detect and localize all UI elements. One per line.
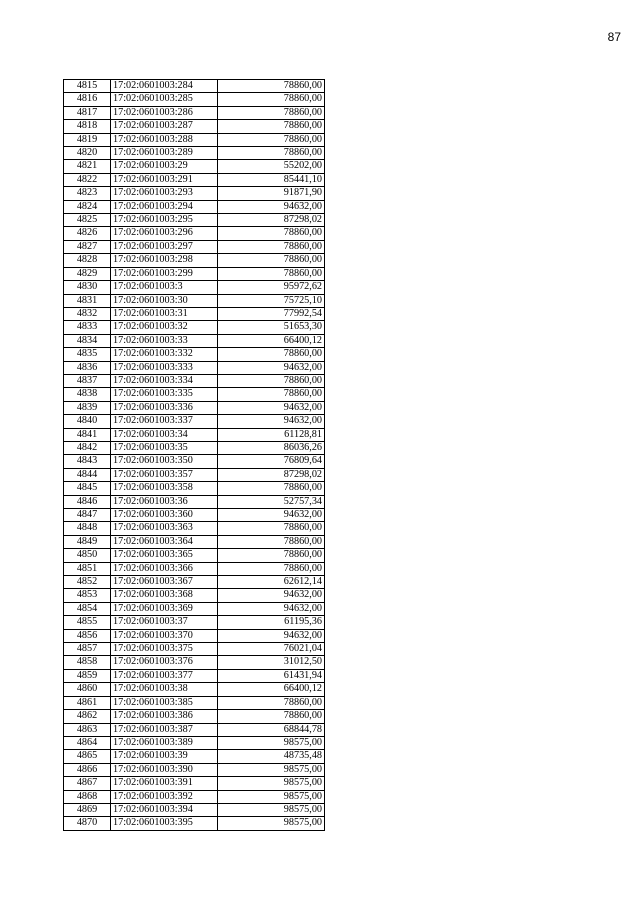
cadastral-number-cell: 17:02:0601003:38 bbox=[111, 683, 218, 696]
cadastral-number-cell: 17:02:0601003:395 bbox=[111, 817, 218, 830]
table-row bbox=[64, 803, 325, 816]
cadastral-number-cell: 17:02:0601003:288 bbox=[111, 133, 218, 146]
cadastral-value-cell: 55202,00 bbox=[218, 160, 325, 173]
cadastral-number-cell: 17:02:0601003:358 bbox=[111, 482, 218, 495]
cadastral-number-cell: 17:02:0601003:376 bbox=[111, 656, 218, 669]
row-number-cell: 4822 bbox=[64, 173, 111, 186]
cadastral-number-cell: 17:02:0601003:357 bbox=[111, 468, 218, 481]
cadastral-value-cell: 78860,00 bbox=[218, 348, 325, 361]
table-row bbox=[64, 441, 325, 454]
row-number-cell: 4856 bbox=[64, 629, 111, 642]
table-row bbox=[64, 80, 325, 93]
cadastral-value-cell: 98575,00 bbox=[218, 803, 325, 816]
cadastral-number-cell: 17:02:0601003:386 bbox=[111, 710, 218, 723]
cadastral-number-cell: 17:02:0601003:375 bbox=[111, 643, 218, 656]
cadastral-number-cell: 17:02:0601003:335 bbox=[111, 388, 218, 401]
row-number-cell: 4833 bbox=[64, 321, 111, 334]
cadastral-number-cell: 17:02:0601003:390 bbox=[111, 763, 218, 776]
row-number-cell: 4857 bbox=[64, 643, 111, 656]
cadastral-value-cell: 78860,00 bbox=[218, 240, 325, 253]
table-row bbox=[64, 482, 325, 495]
cadastral-value-cell: 52757,34 bbox=[218, 495, 325, 508]
table-row bbox=[64, 361, 325, 374]
cadastral-number-cell: 17:02:0601003:33 bbox=[111, 334, 218, 347]
table-row bbox=[64, 696, 325, 709]
table-row bbox=[64, 294, 325, 307]
cadastral-number-cell: 17:02:0601003:34 bbox=[111, 428, 218, 441]
row-number-cell: 4835 bbox=[64, 348, 111, 361]
table-row bbox=[64, 227, 325, 240]
row-number-cell: 4821 bbox=[64, 160, 111, 173]
row-number-cell: 4839 bbox=[64, 401, 111, 414]
cadastral-value-cell: 78860,00 bbox=[218, 120, 325, 133]
row-number-cell: 4864 bbox=[64, 736, 111, 749]
table-row bbox=[64, 669, 325, 682]
row-number-cell: 4818 bbox=[64, 120, 111, 133]
cadastral-value-cell: 78860,00 bbox=[218, 482, 325, 495]
table-row bbox=[64, 643, 325, 656]
table-row bbox=[64, 656, 325, 669]
cadastral-number-cell: 17:02:0601003:367 bbox=[111, 576, 218, 589]
table-row bbox=[64, 106, 325, 119]
cadastral-number-cell: 17:02:0601003:387 bbox=[111, 723, 218, 736]
cadastral-value-cell: 78860,00 bbox=[218, 696, 325, 709]
cadastral-number-cell: 17:02:0601003:365 bbox=[111, 549, 218, 562]
table-row bbox=[64, 683, 325, 696]
table-row bbox=[64, 415, 325, 428]
table-row bbox=[64, 629, 325, 642]
cadastral-number-cell: 17:02:0601003:287 bbox=[111, 120, 218, 133]
cadastral-value-cell: 78860,00 bbox=[218, 374, 325, 387]
cadastral-value-cell: 61431,94 bbox=[218, 669, 325, 682]
row-number-cell: 4847 bbox=[64, 509, 111, 522]
cadastral-number-cell: 17:02:0601003:3 bbox=[111, 281, 218, 294]
cadastral-value-cell: 61195,36 bbox=[218, 616, 325, 629]
row-number-cell: 4831 bbox=[64, 294, 111, 307]
cadastral-number-cell: 17:02:0601003:389 bbox=[111, 736, 218, 749]
cadastral-value-table bbox=[63, 79, 325, 831]
cadastral-value-cell: 87298,02 bbox=[218, 468, 325, 481]
row-number-cell: 4854 bbox=[64, 602, 111, 615]
table-row bbox=[64, 281, 325, 294]
cadastral-value-cell: 78860,00 bbox=[218, 106, 325, 119]
row-number-cell: 4848 bbox=[64, 522, 111, 535]
page-number: 87 bbox=[607, 30, 621, 44]
cadastral-value-cell: 76809,64 bbox=[218, 455, 325, 468]
table-row bbox=[64, 120, 325, 133]
row-number-cell: 4843 bbox=[64, 455, 111, 468]
row-number-cell: 4823 bbox=[64, 187, 111, 200]
cadastral-number-cell: 17:02:0601003:285 bbox=[111, 93, 218, 106]
table-row bbox=[64, 455, 325, 468]
table-row bbox=[64, 93, 325, 106]
cadastral-value-cell: 62612,14 bbox=[218, 576, 325, 589]
row-number-cell: 4844 bbox=[64, 468, 111, 481]
row-number-cell: 4820 bbox=[64, 147, 111, 160]
row-number-cell: 4855 bbox=[64, 616, 111, 629]
cadastral-number-cell: 17:02:0601003:35 bbox=[111, 441, 218, 454]
table-row bbox=[64, 522, 325, 535]
cadastral-number-cell: 17:02:0601003:299 bbox=[111, 267, 218, 280]
cadastral-value-cell: 78860,00 bbox=[218, 93, 325, 106]
row-number-cell: 4870 bbox=[64, 817, 111, 830]
table-row bbox=[64, 562, 325, 575]
cadastral-value-cell: 98575,00 bbox=[218, 777, 325, 790]
row-number-cell: 4841 bbox=[64, 428, 111, 441]
row-number-cell: 4845 bbox=[64, 482, 111, 495]
row-number-cell: 4850 bbox=[64, 549, 111, 562]
cadastral-value-cell: 94632,00 bbox=[218, 415, 325, 428]
cadastral-value-cell: 68844,78 bbox=[218, 723, 325, 736]
cadastral-number-cell: 17:02:0601003:286 bbox=[111, 106, 218, 119]
table-row bbox=[64, 535, 325, 548]
table-row bbox=[64, 240, 325, 253]
cadastral-value-cell: 78860,00 bbox=[218, 254, 325, 267]
row-number-cell: 4869 bbox=[64, 803, 111, 816]
table-row bbox=[64, 160, 325, 173]
row-number-cell: 4865 bbox=[64, 750, 111, 763]
cadastral-number-cell: 17:02:0601003:350 bbox=[111, 455, 218, 468]
table-row bbox=[64, 200, 325, 213]
cadastral-number-cell: 17:02:0601003:31 bbox=[111, 307, 218, 320]
cadastral-value-cell: 91871,90 bbox=[218, 187, 325, 200]
row-number-cell: 4829 bbox=[64, 267, 111, 280]
row-number-cell: 4853 bbox=[64, 589, 111, 602]
cadastral-value-cell: 94632,00 bbox=[218, 602, 325, 615]
cadastral-value-cell: 78860,00 bbox=[218, 227, 325, 240]
table-row bbox=[64, 777, 325, 790]
table-row bbox=[64, 576, 325, 589]
table-row bbox=[64, 509, 325, 522]
cadastral-value-cell: 66400,12 bbox=[218, 683, 325, 696]
cadastral-value-cell: 76021,04 bbox=[218, 643, 325, 656]
table-row bbox=[64, 388, 325, 401]
cadastral-number-cell: 17:02:0601003:377 bbox=[111, 669, 218, 682]
cadastral-value-cell: 78860,00 bbox=[218, 80, 325, 93]
cadastral-number-cell: 17:02:0601003:297 bbox=[111, 240, 218, 253]
row-number-cell: 4815 bbox=[64, 80, 111, 93]
row-number-cell: 4828 bbox=[64, 254, 111, 267]
cadastral-value-cell: 78860,00 bbox=[218, 267, 325, 280]
cadastral-value-cell: 78860,00 bbox=[218, 710, 325, 723]
cadastral-value-cell: 94632,00 bbox=[218, 401, 325, 414]
table-row bbox=[64, 267, 325, 280]
cadastral-value-cell: 48735,48 bbox=[218, 750, 325, 763]
cadastral-number-cell: 17:02:0601003:294 bbox=[111, 200, 218, 213]
table-row bbox=[64, 710, 325, 723]
cadastral-number-cell: 17:02:0601003:289 bbox=[111, 147, 218, 160]
cadastral-number-cell: 17:02:0601003:39 bbox=[111, 750, 218, 763]
cadastral-number-cell: 17:02:0601003:391 bbox=[111, 777, 218, 790]
table-row bbox=[64, 147, 325, 160]
cadastral-number-cell: 17:02:0601003:293 bbox=[111, 187, 218, 200]
cadastral-value-cell: 31012,50 bbox=[218, 656, 325, 669]
row-number-cell: 4838 bbox=[64, 388, 111, 401]
table-row bbox=[64, 214, 325, 227]
row-number-cell: 4851 bbox=[64, 562, 111, 575]
cadastral-value-cell: 98575,00 bbox=[218, 817, 325, 830]
row-number-cell: 4858 bbox=[64, 656, 111, 669]
row-number-cell: 4817 bbox=[64, 106, 111, 119]
cadastral-number-cell: 17:02:0601003:363 bbox=[111, 522, 218, 535]
cadastral-number-cell: 17:02:0601003:29 bbox=[111, 160, 218, 173]
table-row bbox=[64, 321, 325, 334]
cadastral-value-cell: 78860,00 bbox=[218, 535, 325, 548]
row-number-cell: 4825 bbox=[64, 214, 111, 227]
cadastral-value-cell: 94632,00 bbox=[218, 629, 325, 642]
table-row bbox=[64, 187, 325, 200]
cadastral-number-cell: 17:02:0601003:364 bbox=[111, 535, 218, 548]
cadastral-value-cell: 66400,12 bbox=[218, 334, 325, 347]
cadastral-number-cell: 17:02:0601003:332 bbox=[111, 348, 218, 361]
row-number-cell: 4837 bbox=[64, 374, 111, 387]
cadastral-number-cell: 17:02:0601003:30 bbox=[111, 294, 218, 307]
cadastral-number-cell: 17:02:0601003:394 bbox=[111, 803, 218, 816]
cadastral-number-cell: 17:02:0601003:36 bbox=[111, 495, 218, 508]
row-number-cell: 4862 bbox=[64, 710, 111, 723]
row-number-cell: 4816 bbox=[64, 93, 111, 106]
table-row bbox=[64, 549, 325, 562]
cadastral-number-cell: 17:02:0601003:295 bbox=[111, 214, 218, 227]
cadastral-value-cell: 75725,10 bbox=[218, 294, 325, 307]
row-number-cell: 4849 bbox=[64, 535, 111, 548]
table-row bbox=[64, 790, 325, 803]
row-number-cell: 4836 bbox=[64, 361, 111, 374]
row-number-cell: 4830 bbox=[64, 281, 111, 294]
cadastral-value-cell: 95972,62 bbox=[218, 281, 325, 294]
table-row bbox=[64, 723, 325, 736]
cadastral-value-cell: 94632,00 bbox=[218, 200, 325, 213]
cadastral-value-cell: 78860,00 bbox=[218, 133, 325, 146]
row-number-cell: 4860 bbox=[64, 683, 111, 696]
cadastral-number-cell: 17:02:0601003:370 bbox=[111, 629, 218, 642]
cadastral-value-cell: 78860,00 bbox=[218, 388, 325, 401]
row-number-cell: 4832 bbox=[64, 307, 111, 320]
table-body bbox=[64, 80, 325, 831]
cadastral-value-cell: 85441,10 bbox=[218, 173, 325, 186]
row-number-cell: 4819 bbox=[64, 133, 111, 146]
cadastral-number-cell: 17:02:0601003:37 bbox=[111, 616, 218, 629]
row-number-cell: 4842 bbox=[64, 441, 111, 454]
row-number-cell: 4866 bbox=[64, 763, 111, 776]
cadastral-value-cell: 94632,00 bbox=[218, 361, 325, 374]
cadastral-value-cell: 51653,30 bbox=[218, 321, 325, 334]
row-number-cell: 4846 bbox=[64, 495, 111, 508]
cadastral-number-cell: 17:02:0601003:337 bbox=[111, 415, 218, 428]
row-number-cell: 4861 bbox=[64, 696, 111, 709]
cadastral-number-cell: 17:02:0601003:284 bbox=[111, 80, 218, 93]
table-row bbox=[64, 763, 325, 776]
table-row bbox=[64, 254, 325, 267]
cadastral-number-cell: 17:02:0601003:32 bbox=[111, 321, 218, 334]
row-number-cell: 4867 bbox=[64, 777, 111, 790]
cadastral-value-cell: 98575,00 bbox=[218, 763, 325, 776]
cadastral-number-cell: 17:02:0601003:366 bbox=[111, 562, 218, 575]
row-number-cell: 4852 bbox=[64, 576, 111, 589]
row-number-cell: 4863 bbox=[64, 723, 111, 736]
cadastral-number-cell: 17:02:0601003:298 bbox=[111, 254, 218, 267]
table-row bbox=[64, 374, 325, 387]
table-row bbox=[64, 133, 325, 146]
cadastral-value-cell: 94632,00 bbox=[218, 589, 325, 602]
table-row bbox=[64, 750, 325, 763]
table-row bbox=[64, 817, 325, 830]
cadastral-number-cell: 17:02:0601003:336 bbox=[111, 401, 218, 414]
row-number-cell: 4824 bbox=[64, 200, 111, 213]
cadastral-number-cell: 17:02:0601003:296 bbox=[111, 227, 218, 240]
cadastral-number-cell: 17:02:0601003:392 bbox=[111, 790, 218, 803]
cadastral-value-cell: 61128,81 bbox=[218, 428, 325, 441]
cadastral-number-cell: 17:02:0601003:360 bbox=[111, 509, 218, 522]
cadastral-value-cell: 98575,00 bbox=[218, 736, 325, 749]
table-row bbox=[64, 495, 325, 508]
table-row bbox=[64, 428, 325, 441]
cadastral-value-cell: 94632,00 bbox=[218, 509, 325, 522]
table-row bbox=[64, 589, 325, 602]
table-row bbox=[64, 173, 325, 186]
cadastral-number-cell: 17:02:0601003:333 bbox=[111, 361, 218, 374]
cadastral-value-cell: 78860,00 bbox=[218, 549, 325, 562]
cadastral-value-cell: 78860,00 bbox=[218, 562, 325, 575]
table-row bbox=[64, 468, 325, 481]
row-number-cell: 4827 bbox=[64, 240, 111, 253]
row-number-cell: 4840 bbox=[64, 415, 111, 428]
table-row bbox=[64, 307, 325, 320]
row-number-cell: 4834 bbox=[64, 334, 111, 347]
row-number-cell: 4859 bbox=[64, 669, 111, 682]
cadastral-number-cell: 17:02:0601003:334 bbox=[111, 374, 218, 387]
cadastral-value-cell: 77992,54 bbox=[218, 307, 325, 320]
cadastral-value-cell: 87298,02 bbox=[218, 214, 325, 227]
cadastral-number-cell: 17:02:0601003:385 bbox=[111, 696, 218, 709]
cadastral-number-cell: 17:02:0601003:368 bbox=[111, 589, 218, 602]
table-row bbox=[64, 334, 325, 347]
cadastral-value-cell: 78860,00 bbox=[218, 522, 325, 535]
table-row bbox=[64, 348, 325, 361]
table-row bbox=[64, 736, 325, 749]
table-row bbox=[64, 602, 325, 615]
cadastral-value-cell: 98575,00 bbox=[218, 790, 325, 803]
cadastral-number-cell: 17:02:0601003:291 bbox=[111, 173, 218, 186]
cadastral-number-cell: 17:02:0601003:369 bbox=[111, 602, 218, 615]
cadastral-value-cell: 86036,26 bbox=[218, 441, 325, 454]
row-number-cell: 4826 bbox=[64, 227, 111, 240]
table-row bbox=[64, 401, 325, 414]
table-row bbox=[64, 616, 325, 629]
cadastral-value-cell: 78860,00 bbox=[218, 147, 325, 160]
row-number-cell: 4868 bbox=[64, 790, 111, 803]
